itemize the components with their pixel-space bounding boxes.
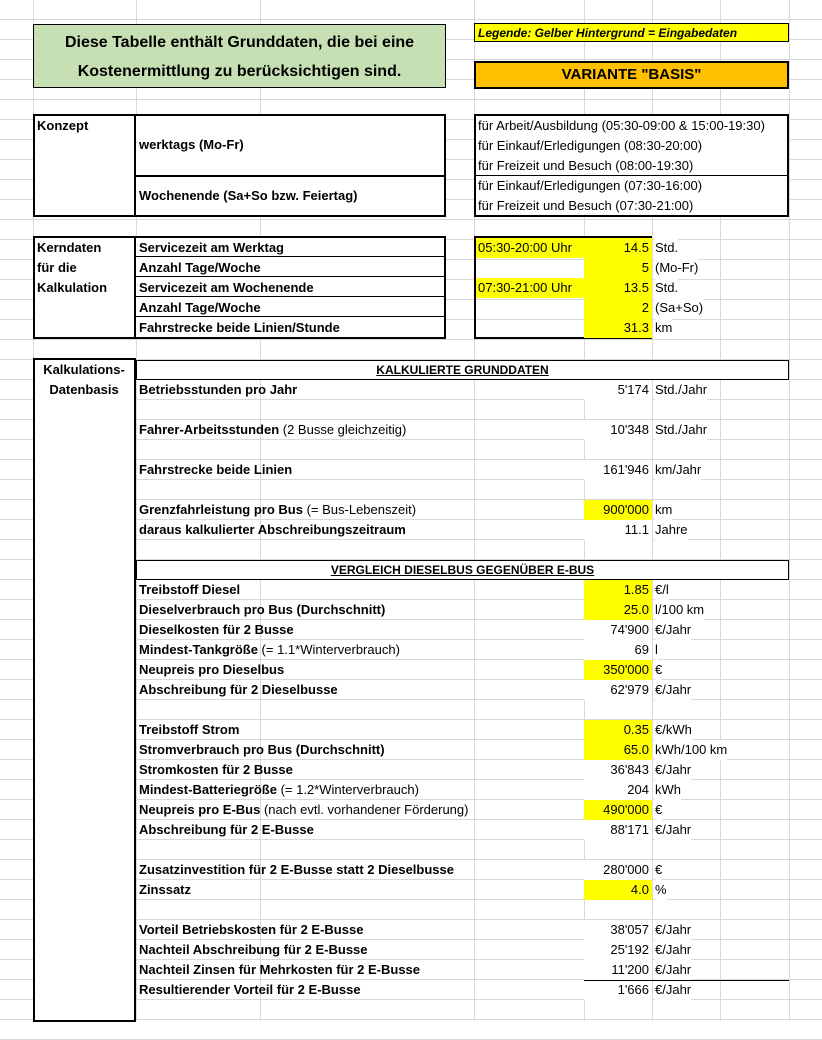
kalk-row-title: Grenzfahrleistung pro Bus bbox=[139, 502, 303, 517]
kalk-row-title: Treibstoff Diesel bbox=[139, 582, 241, 597]
kalk-row-label bbox=[139, 380, 297, 400]
kalk-row-value: 65.0 bbox=[584, 740, 652, 760]
kalk-row-unit: km bbox=[655, 500, 672, 520]
kalk-row-label bbox=[139, 620, 294, 640]
konzept-item: für Arbeit/Ausbildung (05:30-09:00 & 15:00-19:30) bbox=[478, 118, 765, 133]
kerndaten-value: 14.5 bbox=[584, 238, 652, 258]
kalk-row-title: Vorteil Betriebskosten für 2 E-Busse bbox=[139, 922, 364, 937]
kalk-row-value: 11'200 bbox=[584, 960, 652, 980]
kalk-header-grunddaten: KALKULIERTE GRUNDDATEN bbox=[136, 360, 789, 380]
kalk-row-title: Abschreibung für 2 Dieselbusse bbox=[139, 682, 338, 697]
kalk-row-value: 4.0 bbox=[584, 880, 652, 900]
kalk-row-label bbox=[139, 940, 368, 960]
kalk-row-value: 490'000 bbox=[584, 800, 652, 820]
kalk-row-title: Treibstoff Strom bbox=[139, 722, 240, 737]
kalk-row-value: 88'171 bbox=[584, 820, 652, 840]
konzept-weekday: werktags (Mo-Fr) bbox=[139, 137, 244, 152]
kalk-row-title: daraus kalkulierter Abschreibungszeitraum bbox=[139, 522, 406, 537]
kalk-row-title: Neupreis pro E-Bus bbox=[139, 802, 261, 817]
kalk-row-title: Stromkosten für 2 Busse bbox=[139, 762, 293, 777]
kalk-row-value: 38'057 bbox=[584, 920, 652, 940]
kerndaten-unit: (Sa+So) bbox=[655, 298, 703, 318]
kalk-row-unit: € bbox=[655, 660, 662, 680]
kerndaten-row-label: Servicezeit am Wochenende bbox=[139, 280, 314, 295]
kalk-row-unit: €/Jahr bbox=[655, 980, 691, 1000]
kerndaten-unit: Std. bbox=[655, 278, 678, 298]
kalk-row-value: 1'666 bbox=[584, 980, 652, 1000]
kalk-row-value: 25'192 bbox=[584, 940, 652, 960]
kerndaten-value: 13.5 bbox=[584, 278, 652, 298]
konzept-item: für Freizeit und Besuch (07:30-21:00) bbox=[478, 198, 694, 213]
kalk-row-title: Abschreibung für 2 E-Busse bbox=[139, 822, 314, 837]
kalk-row-value: 161'946 bbox=[584, 460, 652, 480]
kalk-row-value: 280'000 bbox=[584, 860, 652, 880]
kalk-row-value: 62'979 bbox=[584, 680, 652, 700]
kalk-row-note: (= 1.2*Winterverbrauch) bbox=[276, 782, 419, 797]
kalk-row-title: Mindest-Batteriegröße bbox=[139, 782, 277, 797]
konzept-item: für Einkauf/Erledigungen (07:30-16:00) bbox=[478, 178, 703, 193]
kalk-label-2: Datenbasis bbox=[49, 382, 119, 397]
kalk-row-value: 0.35 bbox=[584, 720, 652, 740]
kalk-row-value: 350'000 bbox=[584, 660, 652, 680]
kalk-row-label bbox=[139, 920, 363, 940]
kalk-row-title: Betriebsstunden pro Jahr bbox=[139, 382, 298, 397]
kalk-row-label bbox=[139, 780, 419, 800]
variant-badge: VARIANTE "BASIS" bbox=[474, 61, 789, 89]
info-title-box bbox=[33, 24, 446, 88]
kalk-row-label bbox=[139, 640, 400, 660]
kalk-row-title: Nachteil Zinsen für Mehrkosten für 2 E-Busse bbox=[139, 962, 421, 977]
kalk-row-label bbox=[139, 500, 416, 520]
kalk-row-title: Fahrer-Arbeitsstunden bbox=[139, 422, 280, 437]
kalk-row-label bbox=[139, 420, 406, 440]
kalk-row-label bbox=[139, 740, 385, 760]
kalk-row-value: 36'843 bbox=[584, 760, 652, 780]
kalk-row-note: (= 1.1*Winterverbrauch) bbox=[257, 642, 400, 657]
kalk-row-label bbox=[139, 600, 385, 620]
kalk-row-unit: Std./Jahr bbox=[655, 420, 707, 440]
kalk-row-unit: l/100 km bbox=[655, 600, 704, 620]
kalk-row-value: 5'174 bbox=[584, 380, 652, 400]
kerndaten-row-label: Anzahl Tage/Woche bbox=[139, 300, 261, 315]
kalk-row-unit: €/Jahr bbox=[655, 760, 691, 780]
title-line-2: Kostenermittlung zu berücksichtigen sind. bbox=[77, 63, 402, 80]
kalk-row-unit: €/l bbox=[655, 580, 669, 600]
kalk-row-title: Dieselkosten für 2 Busse bbox=[139, 622, 294, 637]
kalk-row-unit: € bbox=[655, 860, 662, 880]
kalk-row-unit: €/Jahr bbox=[655, 620, 691, 640]
kerndaten-unit: Std. bbox=[655, 238, 678, 258]
kalk-row-title: Nachteil Abschreibung für 2 E-Busse bbox=[139, 942, 368, 957]
kerndaten-row-label: Anzahl Tage/Woche bbox=[139, 260, 261, 275]
kalk-row-label bbox=[139, 980, 361, 1000]
konzept-item: für Einkauf/Erledigungen (08:30-20:00) bbox=[478, 138, 703, 153]
kalk-row-value: 69 bbox=[584, 640, 652, 660]
kerndaten-value: 5 bbox=[584, 258, 652, 278]
kalk-row-title: Zinssatz bbox=[139, 882, 192, 897]
kalk-row-title: Stromverbrauch pro Bus (Durchschnitt) bbox=[139, 742, 385, 757]
kalk-row-unit: % bbox=[655, 880, 667, 900]
kerndaten-row-label: Fahrstrecke beide Linien/Stunde bbox=[139, 320, 340, 335]
kalk-row-label bbox=[139, 660, 284, 680]
kalk-row-label bbox=[139, 960, 420, 980]
kerndaten-value: 31.3 bbox=[584, 318, 652, 338]
kalk-row-label bbox=[139, 800, 468, 820]
kalk-box-left bbox=[33, 358, 136, 1022]
kalk-row-label bbox=[139, 680, 338, 700]
kerndaten-time: 05:30-20:00 Uhr bbox=[476, 238, 586, 258]
kalk-row-label bbox=[139, 880, 191, 900]
kalk-row-title: Zusatzinvestition für 2 E-Busse statt 2 Dieselbusse bbox=[139, 862, 454, 877]
kalk-row-value: 10'348 bbox=[584, 420, 652, 440]
kalk-row-label bbox=[139, 760, 293, 780]
kalk-row-value: 900'000 bbox=[584, 500, 652, 520]
kalk-row-label bbox=[139, 820, 314, 840]
kalk-row-note: (= Bus-Lebenszeit) bbox=[302, 502, 417, 517]
kalk-row-unit: kWh/100 km bbox=[655, 740, 727, 760]
kalk-row-label bbox=[139, 520, 406, 540]
kalk-row-unit: €/kWh bbox=[655, 720, 692, 740]
kalk-row-note: (2 Busse gleichzeitig) bbox=[279, 422, 407, 437]
kalk-row-unit: €/Jahr bbox=[655, 920, 691, 940]
kalk-row-value: 74'900 bbox=[584, 620, 652, 640]
kalk-row-unit: € bbox=[655, 800, 662, 820]
kalk-row-title: Fahrstrecke beide Linien bbox=[139, 462, 293, 477]
kalk-row-label bbox=[139, 720, 239, 740]
kalk-row-value: 1.85 bbox=[584, 580, 652, 600]
kerndaten-unit: (Mo-Fr) bbox=[655, 258, 698, 278]
kerndaten-time: 07:30-21:00 Uhr bbox=[476, 278, 586, 298]
kalk-row-unit: l bbox=[655, 640, 658, 660]
kalk-row-title: Resultierender Vorteil für 2 E-Busse bbox=[139, 982, 361, 997]
kalk-row-value: 25.0 bbox=[584, 600, 652, 620]
kalk-row-unit: €/Jahr bbox=[655, 820, 691, 840]
kalk-row-title: Dieselverbrauch pro Bus (Durchschnitt) bbox=[139, 602, 386, 617]
kalk-row-label bbox=[139, 460, 292, 480]
kerndaten-value: 2 bbox=[584, 298, 652, 318]
kalk-row-label bbox=[139, 580, 240, 600]
kalk-row-unit: €/Jahr bbox=[655, 940, 691, 960]
kerndaten-unit: km bbox=[655, 318, 672, 338]
kerndaten-label-2: für die bbox=[37, 260, 77, 275]
kalk-row-value: 204 bbox=[584, 780, 652, 800]
kalk-row-label bbox=[139, 860, 454, 880]
kerndaten-label-3: Kalkulation bbox=[37, 280, 108, 295]
kalk-row-unit: kWh bbox=[655, 780, 681, 800]
title-line-1: Diese Tabelle enthält Grunddaten, die bei eine bbox=[64, 34, 415, 51]
kalk-row-unit: €/Jahr bbox=[655, 680, 691, 700]
kalk-header-vergleich: VERGLEICH DIESELBUS GEGENÜBER E-BUS bbox=[136, 560, 789, 580]
kalk-label-1: Kalkulations- bbox=[43, 362, 125, 377]
kerndaten-row-label: Servicezeit am Werktag bbox=[139, 240, 284, 255]
konzept-label: Konzept bbox=[37, 118, 89, 133]
kalk-row-unit: €/Jahr bbox=[655, 960, 691, 980]
kalk-row-unit: Jahre bbox=[655, 520, 688, 540]
konzept-weekend: Wochenende (Sa+So bzw. Feiertag) bbox=[139, 188, 358, 203]
kalk-row-title: Mindest-Tankgröße bbox=[139, 642, 258, 657]
kalk-row-unit: km/Jahr bbox=[655, 460, 701, 480]
kalk-row-note: (nach evtl. vorhandener Förderung) bbox=[260, 802, 469, 817]
kerndaten-label-1: Kerndaten bbox=[37, 240, 102, 255]
konzept-item: für Freizeit und Besuch (08:00-19:30) bbox=[478, 158, 694, 173]
legend-note: Legende: Gelber Hintergrund = Eingabedaten bbox=[474, 23, 789, 42]
kalk-row-value: 11.1 bbox=[584, 520, 652, 540]
kalk-row-title: Neupreis pro Dieselbus bbox=[139, 662, 285, 677]
kalk-row-unit: Std./Jahr bbox=[655, 380, 707, 400]
